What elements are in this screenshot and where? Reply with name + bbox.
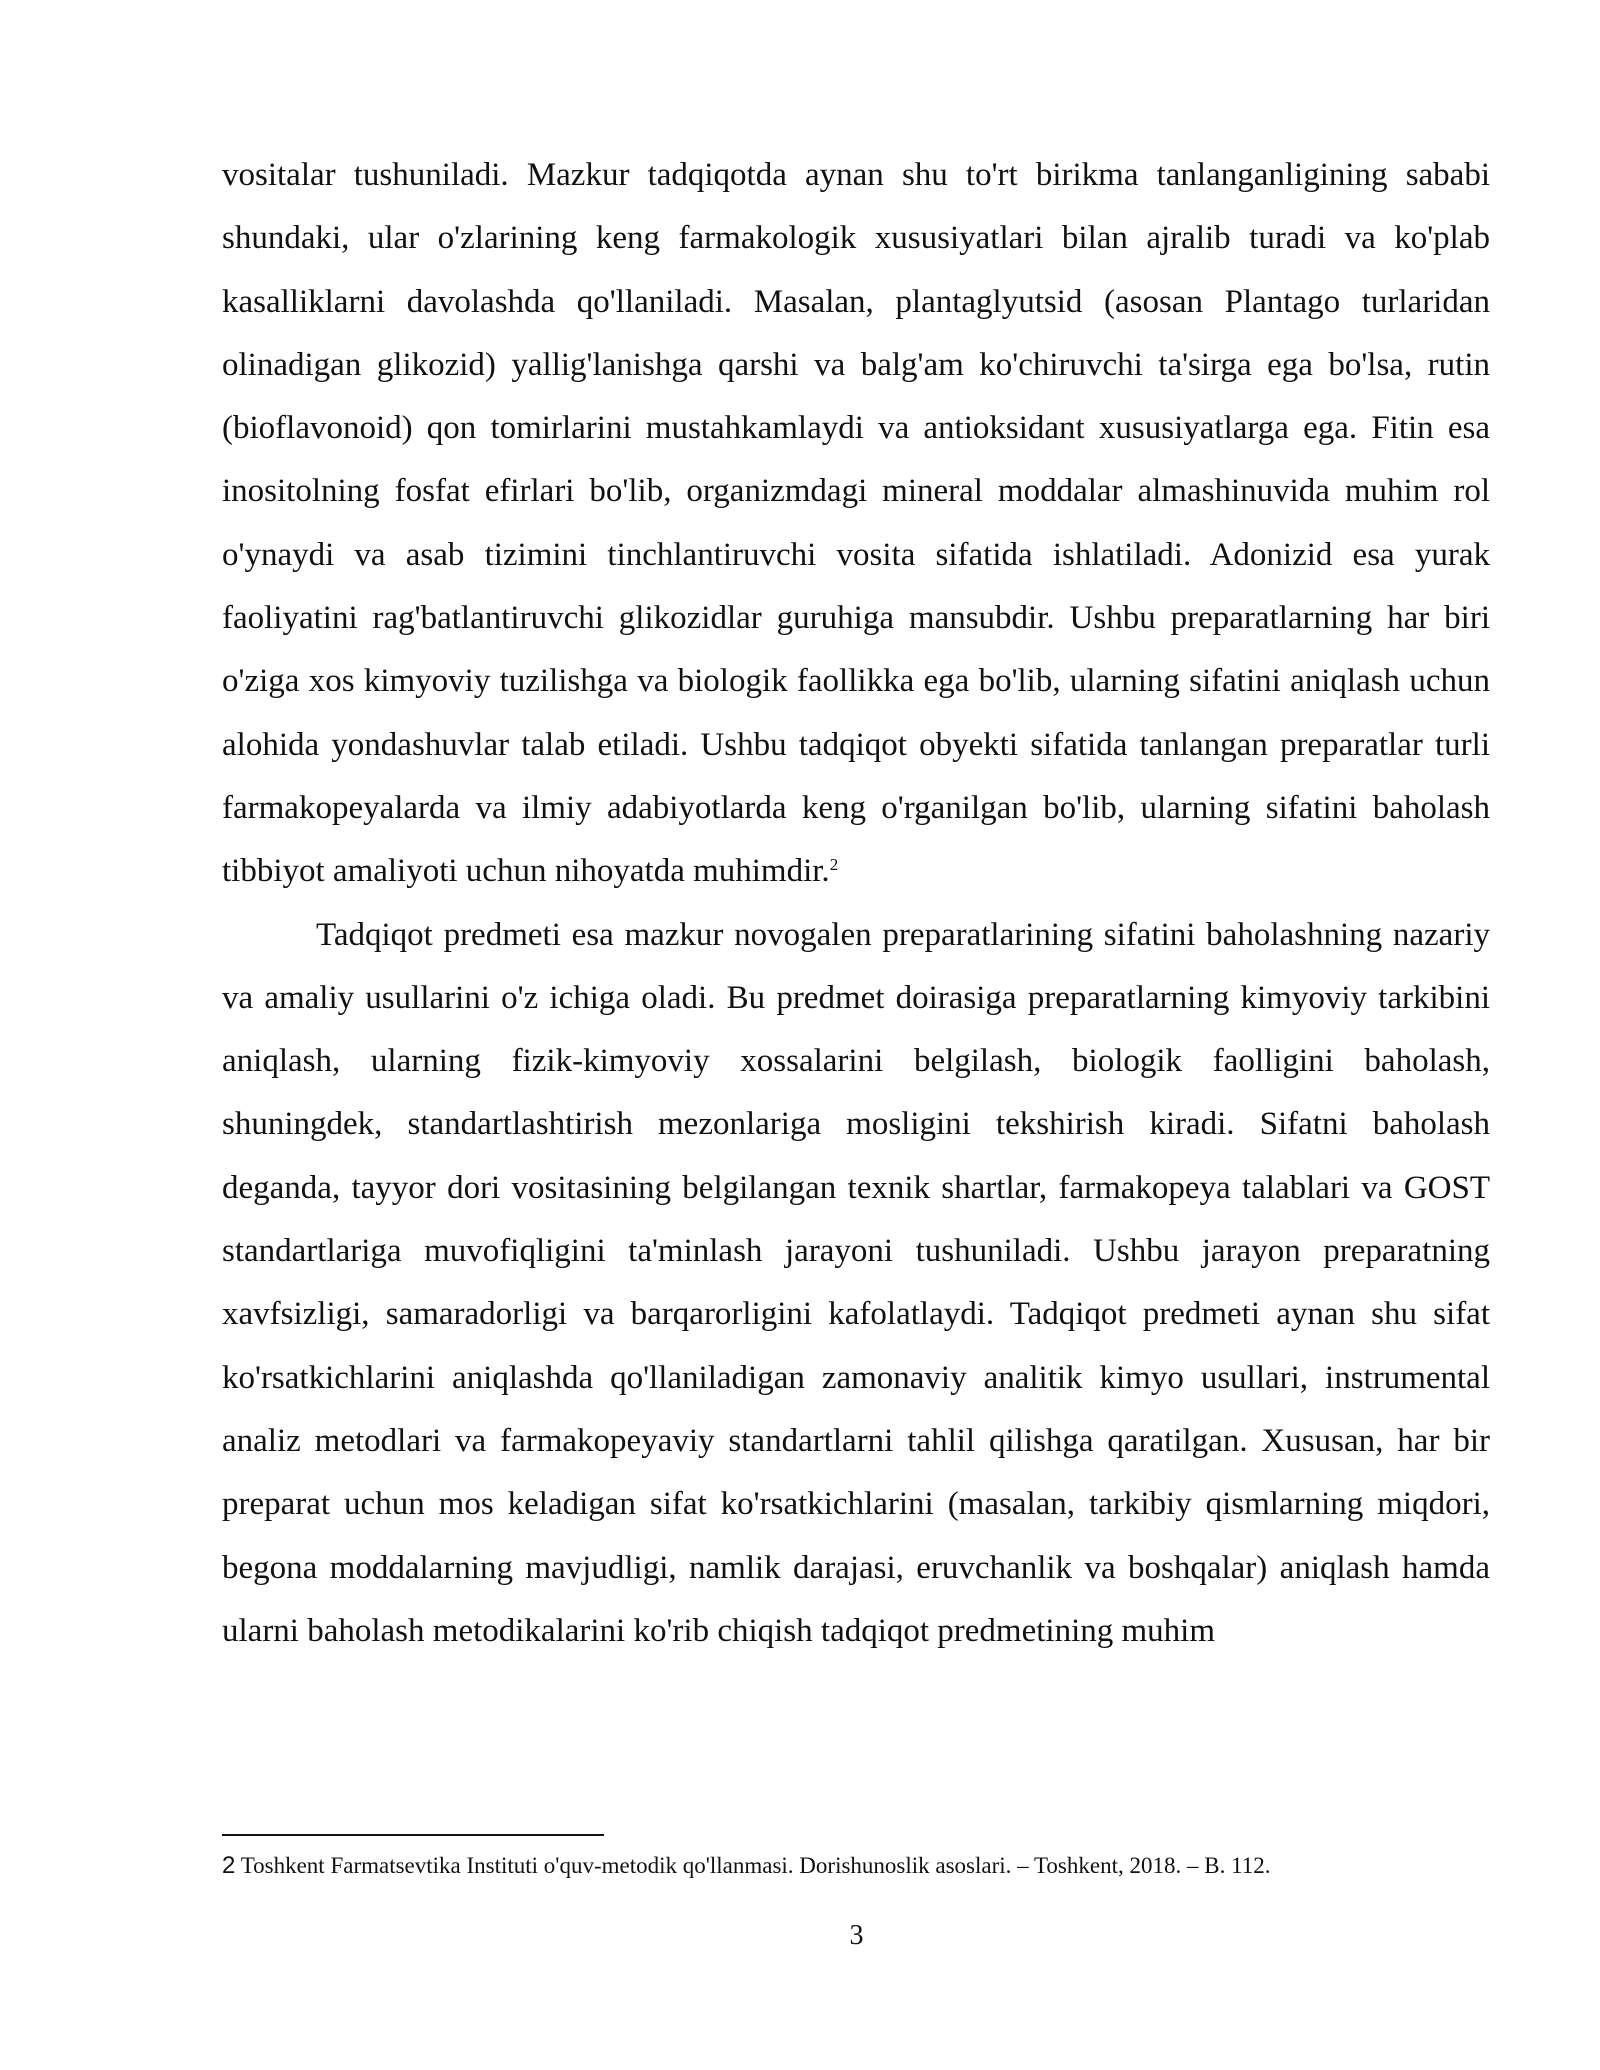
- footnote-number: 2: [222, 1852, 236, 1879]
- paragraph-2-text: Tadqiqot predmeti esa mazkur novogalen preparatlarining sifatini baholashning nazariy va amaliy usullarini o'z ichiga oladi. Bu predmet doirasiga preparatlarning kimyoviy tarkibini aniqlash, ularning fizik-kimyoviy xossalarini belgilash, biologik faolligini baholash, shuningdek, standartlashtirish mezonlariga mosligini tekshirish kiradi. Sifatni baholash deganda, tayyor dori vositasining belgilangan texnik shartlar, farmakopeya talablari va GOST standartlariga muvofiqligini ta'minlash jarayoni tushuniladi. Ushbu jarayon preparatning xavfsizligi, samaradorligi va barqarorligini kafolatlaydi. Tadqiqot predmeti aynan shu sifat ko'rsatkichlarini aniqlashda qo'llaniladigan zamonaviy analitik kimyo usullari, instrumental analiz metodlari va farmakopeyaviy standartlarni tahlil qilishga qaratilgan. Xususan, har bir preparat uchun mos keladigan sifat ko'rsatkichlarini (masalan, tarkibiy qismlarning miqdori, begona moddalarning mavjudligi, namlik darajasi, eruvchanlik va boshqalar) aniqlash hamda ularni baholash metodikalarini ko'rib chiqish tadqiqot predmetining muhim: [222, 916, 1490, 1649]
- footnote-separator: [222, 1834, 604, 1836]
- paragraph-1-text: vositalar tushuniladi. Mazkur tadqiqotda aynan shu to'rt birikma tanlanganligining sababi shundaki, ular o'zlarining keng farmakologik xususiyatlari bilan ajralib turadi va ko'plab kasalliklarni davolashda qo'llaniladi. Masalan, plantaglyutsid (asosan Plantago turlaridan olinadigan glikozid) yallig'lanishga qarshi va balg'am ko'chiruvchi ta'sirga ega bo'lsa, rutin (bioflavonoid) qon tomirlarini mustahkamlaydi va antioksidant xususiyatlarga ega. Fitin esa inositolning fosfat efirlari bo'lib, organizmdagi mineral moddalar almashinuvida muhim rol o'ynaydi va asab tizimini tinchlantiruvchi vosita sifatida ishlatiladi. Adonizid esa yurak faoliyatini rag'batlantiruvchi glikozidlar guruhiga mansubdir. Ushbu preparatlarning har biri o'ziga xos kimyoviy tuzilishga va biologik faollikka ega bo'lib, ularning sifatini aniqlash uchun alohida yondashuvlar talab etiladi. Ushbu tadqiqot obyekti sifatida tanlangan preparatlar turli farmakopeyalarda va ilmiy adabiyotlarda keng o'rganilgan bo'lib, ularning sifatini baholash tibbiyot amaliyoti uchun nihoyatda muhimdir.: [222, 157, 1490, 890]
- footnote: [222, 1851, 1490, 1881]
- paragraph-continuation: [222, 144, 1490, 904]
- paragraph-research-subject: [222, 904, 1490, 1664]
- page-number: 3: [849, 1920, 864, 1951]
- footnote-text: Toshkent Farmatsevtika Instituti o'quv-metodik qo'llanmasi. Dorishunoslik asoslari. – Toshkent, 2018. – B. 112.: [240, 1853, 1271, 1878]
- footnote-reference[interactable]: 2: [829, 855, 839, 875]
- body-text: [222, 144, 1490, 1663]
